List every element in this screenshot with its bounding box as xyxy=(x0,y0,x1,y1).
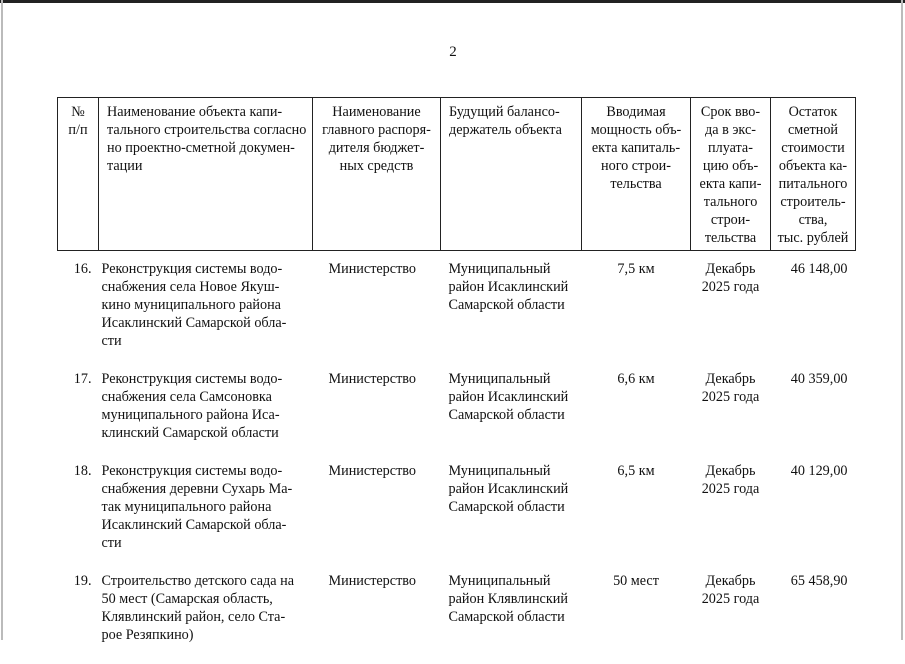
capacity-value: 6,5 км xyxy=(582,462,691,572)
table-row xyxy=(58,462,856,572)
object-name: Строительство детского сада на 50 мест (Самарская область, Клявлинский район, село Ста- рое Резяпкино) xyxy=(99,572,313,664)
capacity-value: 6,6 км xyxy=(582,370,691,462)
header-object-name: Наименование объекта капи- тального строительства согласно но проектно-сметной докумен- тации xyxy=(99,98,313,251)
capacity-value: 7,5 км xyxy=(582,251,691,371)
row-number: 16. xyxy=(58,251,99,371)
header-commission-term: Срок вво- да в экс- плуата- цию объ- екта капи- тального строи- тельства xyxy=(691,98,771,251)
remaining-cost: 46 148,00 xyxy=(771,251,856,371)
future-holder: Муниципальный район Исаклинский Самарской области xyxy=(441,462,582,572)
remaining-cost: 40 129,00 xyxy=(771,462,856,572)
future-holder: Муниципальный район Исаклинский Самарской области xyxy=(441,251,582,371)
table-row xyxy=(58,572,856,664)
header-number: № п/п xyxy=(58,98,99,251)
budget-manager: Министерство xyxy=(313,370,441,462)
budget-manager: Министерство xyxy=(313,572,441,664)
commission-term: Декабрь 2025 года xyxy=(691,462,771,572)
commission-term: Декабрь 2025 года xyxy=(691,251,771,371)
budget-manager: Министерство xyxy=(313,462,441,572)
remaining-cost: 65 458,90 xyxy=(771,572,856,664)
row-number: 18. xyxy=(58,462,99,572)
budget-manager: Министерство xyxy=(313,251,441,371)
objects-table xyxy=(57,97,856,664)
table-body xyxy=(58,251,856,664)
commission-term: Декабрь 2025 года xyxy=(691,370,771,462)
row-number: 19. xyxy=(58,572,99,664)
remaining-cost: 40 359,00 xyxy=(771,370,856,462)
object-name: Реконструкция системы водо- снабжения деревни Сухарь Ма- так муниципального района Исаклинский Самарской обла- сти xyxy=(99,462,313,572)
future-holder: Муниципальный район Клявлинский Самарской области xyxy=(441,572,582,664)
top-border xyxy=(0,0,905,3)
left-border xyxy=(1,0,3,640)
object-name: Реконструкция системы водо- снабжения села Самсоновка муниципального района Иса- клинский Самарской области xyxy=(99,370,313,462)
header-budget-manager: Наименование главного распоря- дителя бюджет- ных средств xyxy=(313,98,441,251)
page-number: 2 xyxy=(445,44,461,61)
right-border xyxy=(901,0,903,640)
header-capacity: Вводимая мощность объ- екта капиталь- ного строи- тельства xyxy=(582,98,691,251)
capacity-value: 50 мест xyxy=(582,572,691,664)
row-number: 17. xyxy=(58,370,99,462)
header-remaining-cost: Остаток сметной стоимости объекта ка- питального строитель- ства, тыс. рублей xyxy=(771,98,856,251)
future-holder: Муниципальный район Исаклинский Самарской области xyxy=(441,370,582,462)
table-row xyxy=(58,370,856,462)
header-future-holder: Будущий балансо- держатель объекта xyxy=(441,98,582,251)
table-row xyxy=(58,251,856,371)
commission-term: Декабрь 2025 года xyxy=(691,572,771,664)
table-header-row xyxy=(58,98,856,251)
object-name: Реконструкция системы водо- снабжения села Новое Якуш- кино муниципального района Исаклинский Самарской обла- сти xyxy=(99,251,313,371)
